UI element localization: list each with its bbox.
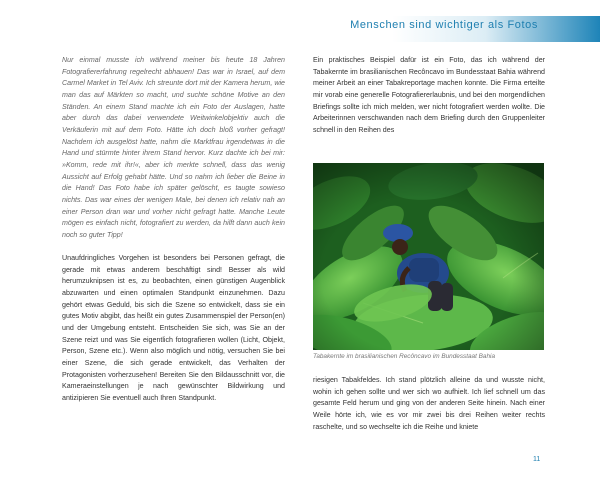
body-paragraph: Unaufdringliches Vorgehen ist besonders bei Personen gefragt, die gerade mit etwas anderem beschäftigt sind! Besser als wild herumzuknipsen ist es, zu beobachten, einen günstigen Augenblick abzuwarten und einen optimalen Standpunkt einzunehmen. Dazu gehört etwas Geduld, bis sich die Szene so entwickelt, dass sie ein gutes Motiv abgibt, das heißt ein gutes Zusammenspiel der Person(en) und der Umgebung entsteht. Entscheiden Sie sich, was Sie an der Szene reizt und was Sie eigentlich fotografieren wollen (Licht, Objekt, Person, Szene etc.). Wenn also möglich und nötig, versuchen Sie bei einer Szene, die sich gerade entwickelt, das Verhalten der Protagonisten vorherzusehen! Bereiten Sie den Bildausschnitt vor, die Kameraeinstellungen je nach gewünschter Bildwirkung und antizipieren Sie eventuell auch Ihren Standpunkt. [62, 254, 285, 403]
right-column-top [313, 55, 545, 137]
page-number: 11 [533, 456, 541, 463]
right-column-bottom [313, 375, 545, 433]
anecdote-paragraph: Nur einmal musste ich während meiner bis heute 18 Jahren Fotografiererfahrung regelrecht abhauen! Das war in Israel, auf dem Carmel Market in Tel Aviv. Ich streunte dort mit der Kamera herum, wie man das auf Märkten so macht, und suchte schöne Motive an den Ständen. An einem Stand machte ich ein Foto der Auslagen, hatte aber durch das dabei verwendete Weitwinkelobjektiv auch die Verkäuferin mit auf dem Foto. Hätte ich doch bloß vorher gefragt! Nachdem ich ausgelöst hatte, nahm die Marktfrau irgendetwas in die Hand und stürmte hinter ihrem Stand hervor. Kurz dachte ich bei mir: »Komm, rede mit ihr!«, aber ich merkte schnell, dass das wenig Aussicht auf Erfolg gehabt hätte. Und so nahm ich lieber die Beine in die Hand! Das Foto habe ich später gelöscht, es taugte sowieso nichts. Das war eines der wenigen Male, bei denen ich relativ nah an einer Person dran war und vorher nicht gefragt hatte. Manche Leute mögen es einfach nicht, fotografiert zu werden, da hilft dann auch kein noch so guter Tipp! [62, 56, 285, 239]
section-title: Menschen sind wichtiger als Fotos [350, 19, 538, 31]
tobacco-harvest-photo [313, 163, 544, 350]
photo-caption: Tabakernte im brasilianischen Recôncavo im Bundesstaat Bahia [313, 353, 495, 360]
left-column [62, 55, 285, 405]
continuation-paragraph: riesigen Tabakfeldes. Ich stand plötzlich alleine da und wusste nicht, wohin ich gehen sollte und wer sich wo aufhielt. Ich lief schnell um das gesamte Feld herum und ging von der anderen Seite hinein. Nach einer Weile hörte ich, wie es vor mir zwei bis drei Reihen weiter rechts raschelte, und so wechselte ich die Reihe und kniete [313, 376, 545, 431]
example-paragraph: Ein praktisches Beispiel dafür ist ein Foto, das ich während der Tabakernte im brasilianischen Recôncavo im Bundesstaat Bahia während meiner Arbeit an einer Tabakreportage machen konnte. Die Firma erteilte mir vorab eine generelle Fotografiererlaubnis, und bei den morgendlichen Briefings sollte ich mich melden, wer nicht fotografiert werden wollte. Die Arbeiterinnen verschwanden nach dem Briefing durch den Gruppenleiter schnell in den Reihen des [313, 56, 545, 134]
